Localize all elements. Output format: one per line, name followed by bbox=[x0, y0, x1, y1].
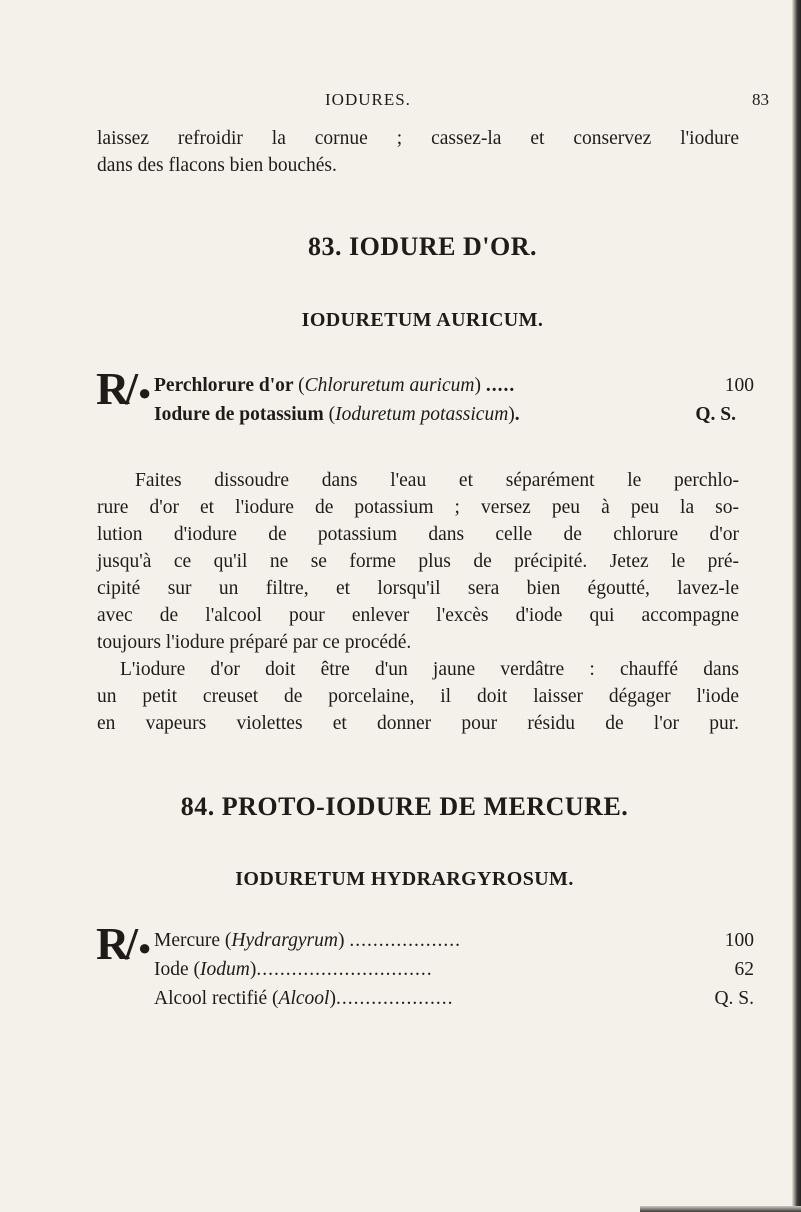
running-header bbox=[0, 88, 801, 114]
note-83: L'iodure d'or doit être d'un jaune verdâtre : chauffé dans un petit creuset de porcelaine, il doit laisser dégager l'iode en vapeurs violettes et donner pour résidu de l'or pur. bbox=[97, 659, 739, 734]
page-bottom-shadow bbox=[640, 1206, 801, 1212]
intro-paragraph bbox=[97, 125, 739, 179]
section-heading-84: 84. PROTO-IODURE DE MERCURE. bbox=[180, 792, 629, 821]
page-number: 83 bbox=[752, 90, 769, 109]
recipe-symbol: R/ ● bbox=[96, 918, 152, 969]
text-line: laissez refroidir la cornue ; cassez-la et conservez l'iodure bbox=[97, 128, 739, 149]
instructions-83: Faites dissoudre dans l'eau et séparément le perchlo- rure d'or et l'iodure de potassium ; versez peu à peu la so- lution d'iodure de potassium dans celle de chlorure d'or jusqu'à ce qu'il ne se forme plus de précipité. Jetez le pré- cipité sur un filtre, et lorsqu'il sera bien égoutté, lavez-le avec de l'alcool pour enlever l'excès d'iode qui accompagne toujours l'iodure préparé par ce procédé. bbox=[97, 470, 739, 653]
page-edge-shadow bbox=[792, 0, 801, 1212]
latin-heading-84: IODURETUM HYDRARGYROSUM. bbox=[235, 868, 574, 890]
recipe-symbol: R/ ● bbox=[96, 363, 152, 414]
latin-heading-83: IODURETUM AURICUM. bbox=[301, 309, 544, 331]
ingredient-row: Mercure (Hydrargyrum) ................... 100 bbox=[154, 930, 754, 951]
ingredient-row: Alcool rectifié (Alcool).................... Q. S. bbox=[154, 988, 754, 1009]
text-line: dans des flacons bien bouchés. bbox=[97, 155, 337, 176]
running-title: IODURES. bbox=[325, 90, 411, 109]
section-heading-83: 83. IODURE D'OR. bbox=[307, 232, 537, 261]
ingredient-row: Perchlorure d'or (Chloruretum auricum) ..... 100 bbox=[154, 375, 754, 396]
ingredient-row: Iode (Iodum).............................. 62 bbox=[154, 959, 754, 980]
ingredient-row: Iodure de potassium (Ioduretum potassicum). Q. S. bbox=[154, 404, 736, 425]
